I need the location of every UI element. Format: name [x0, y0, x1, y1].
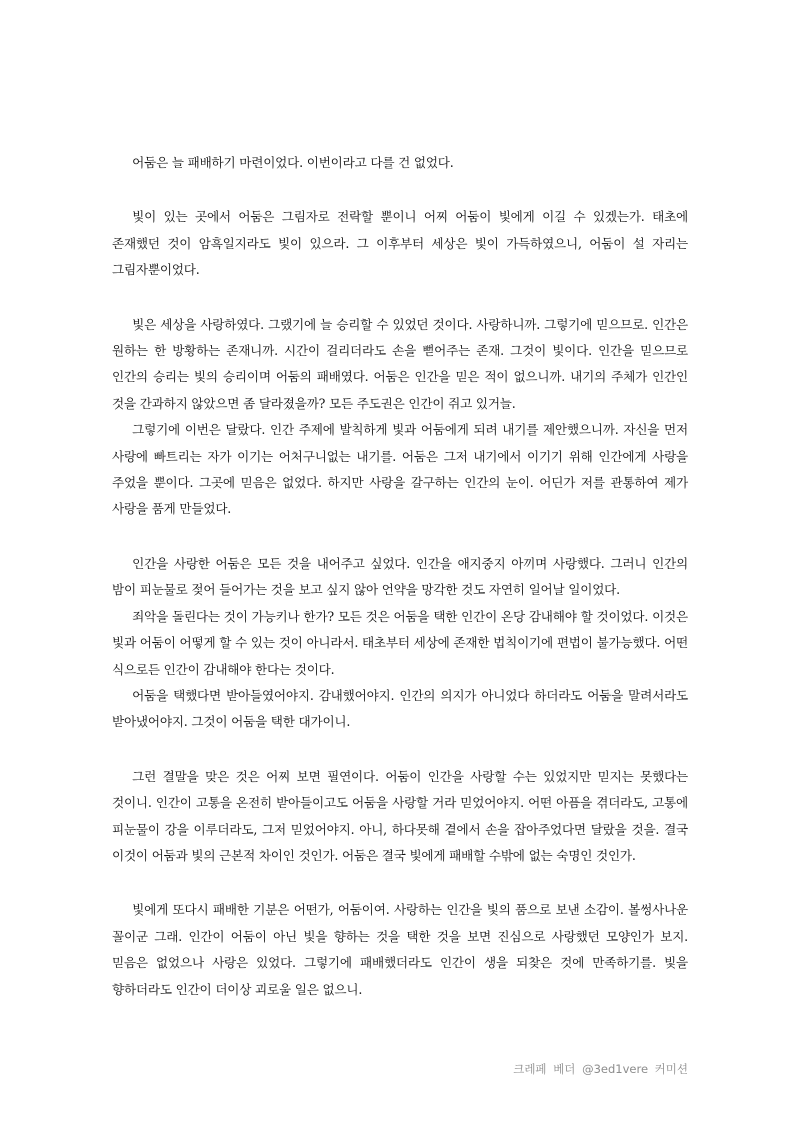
story-section	[112, 897, 688, 1003]
paragraph: 그렇기에 이번은 달랐다. 인간 주제에 발칙하게 빛과 어둠에게 되려 내기를 제안했으니까. 자신을 먼저 사랑에 빠트리는 자가 이기는 어처구니없는 내기를. 어둠은 그저 내기에서 이기기 위해 인간에게 사랑을 주었을 뿐이다. 그곳에 믿음은 없었다. 하지만 사랑을 갈구하는 인간의 눈이. 어딘가 저를 관통하여 제가 사랑을 품게 만들었다.	[112, 422, 688, 517]
paragraph: 죄악을 돌린다는 것이 가능키나 한가? 모든 것은 어둠을 택한 인간이 온당 감내해야 할 것이었다. 이것은 빛과 어둠이 어떻게 할 수 있는 것이 아니라서. 태초부터 세상에 존재한 법칙이기에 편법이 불가능했다. 어떤 식으로든 인간이 감내해야 한다는 것이다.	[112, 608, 688, 677]
story-section	[112, 551, 688, 736]
paragraph: 어둠을 택했다면 받아들였어야지. 감내했어야지. 인간의 의지가 아니었다 하더라도 어둠을 말려서라도 받아냈어야지. 그것이 어둠을 택한 대가이니.	[112, 687, 688, 730]
story-section	[112, 150, 688, 176]
story-section	[112, 312, 688, 523]
paragraph: 빛에게 또다시 패배한 기분은 어떤가, 어둠이여. 사랑하는 인간을 빛의 품으로 보낸 소감이. 볼썽사나운 꼴이군 그래. 인간이 어둠이 아닌 빛을 향하는 것을 택한 것을 보면 진심으로 사랑했던 모양인가 보지. 믿음은 없었으나 사랑은 있었다. 그렇기에 패배했더라도 인간이 생을 되찾은 것에 만족하기를. 빛을 향하더라도 인간이 더이상 괴로울 일은 없으니.	[112, 902, 688, 997]
story-body	[112, 150, 688, 1031]
paragraph: 인간을 사랑한 어둠은 모든 것을 내어주고 싶었다. 인간을 애지중지 아끼며 사랑했다. 그러니 인간의 밤이 피눈물로 젖어 들어가는 것을 보고 싶지 않아 언약을 망각한 것도 자연히 일어날 일이었다.	[112, 555, 688, 598]
story-section	[112, 764, 688, 870]
story-section	[112, 204, 688, 283]
paragraph: 빛이 있는 곳에서 어둠은 그림자로 전락할 뿐이니 어찌 어둠이 빛에게 이길 수 있겠는가. 태초에 존재했던 것이 암흑일지라도 빛이 있으라. 그 이후부터 세상은 빛이 가득하였으니, 어둠이 설 자리는 그림자뿐이었다.	[112, 209, 688, 278]
paragraph: 그런 결말을 맞은 것은 어찌 보면 필연이다. 어둠이 인간을 사랑할 수는 있었지만 믿지는 못했다는 것이니. 인간이 고통을 온전히 받아들이고도 어둠을 사랑할 거라 믿었어야지. 어떤 아픔을 겪더라도, 고통에 피눈물이 강을 이루더라도, 그저 믿었어야지. 아니, 하다못해 곁에서 손을 잡아주었다면 달랐을 것을. 결국 이것이 어둠과 빛의 근본적 차이인 것인가. 어둠은 결국 빛에게 패배할 수밖에 없는 숙명인 것인가.	[112, 768, 688, 863]
paragraph: 어둠은 늘 패배하기 마련이었다. 이번이라고 다를 건 없었다.	[132, 155, 454, 170]
commission-credit: 크레페 베더 @3ed1vere 커미션	[513, 1062, 688, 1076]
paragraph: 빛은 세상을 사랑하였다. 그랬기에 늘 승리할 수 있었던 것이다. 사랑하니까. 그렇기에 믿으므로. 인간은 원하는 한 방황하는 존재니까. 시간이 걸리더라도 손을 뻗어주는 존재. 그것이 빛이다. 인간을 믿으므로 인간의 승리는 빛의 승리이며 어둠의 패배였다. 어둠은 인간을 믿은 적이 없으니까. 내기의 주체가 인간인 것을 간과하지 않았으면 좀 달라졌을까? 모든 주도권은 인간이 쥐고 있거늘.	[112, 316, 688, 411]
